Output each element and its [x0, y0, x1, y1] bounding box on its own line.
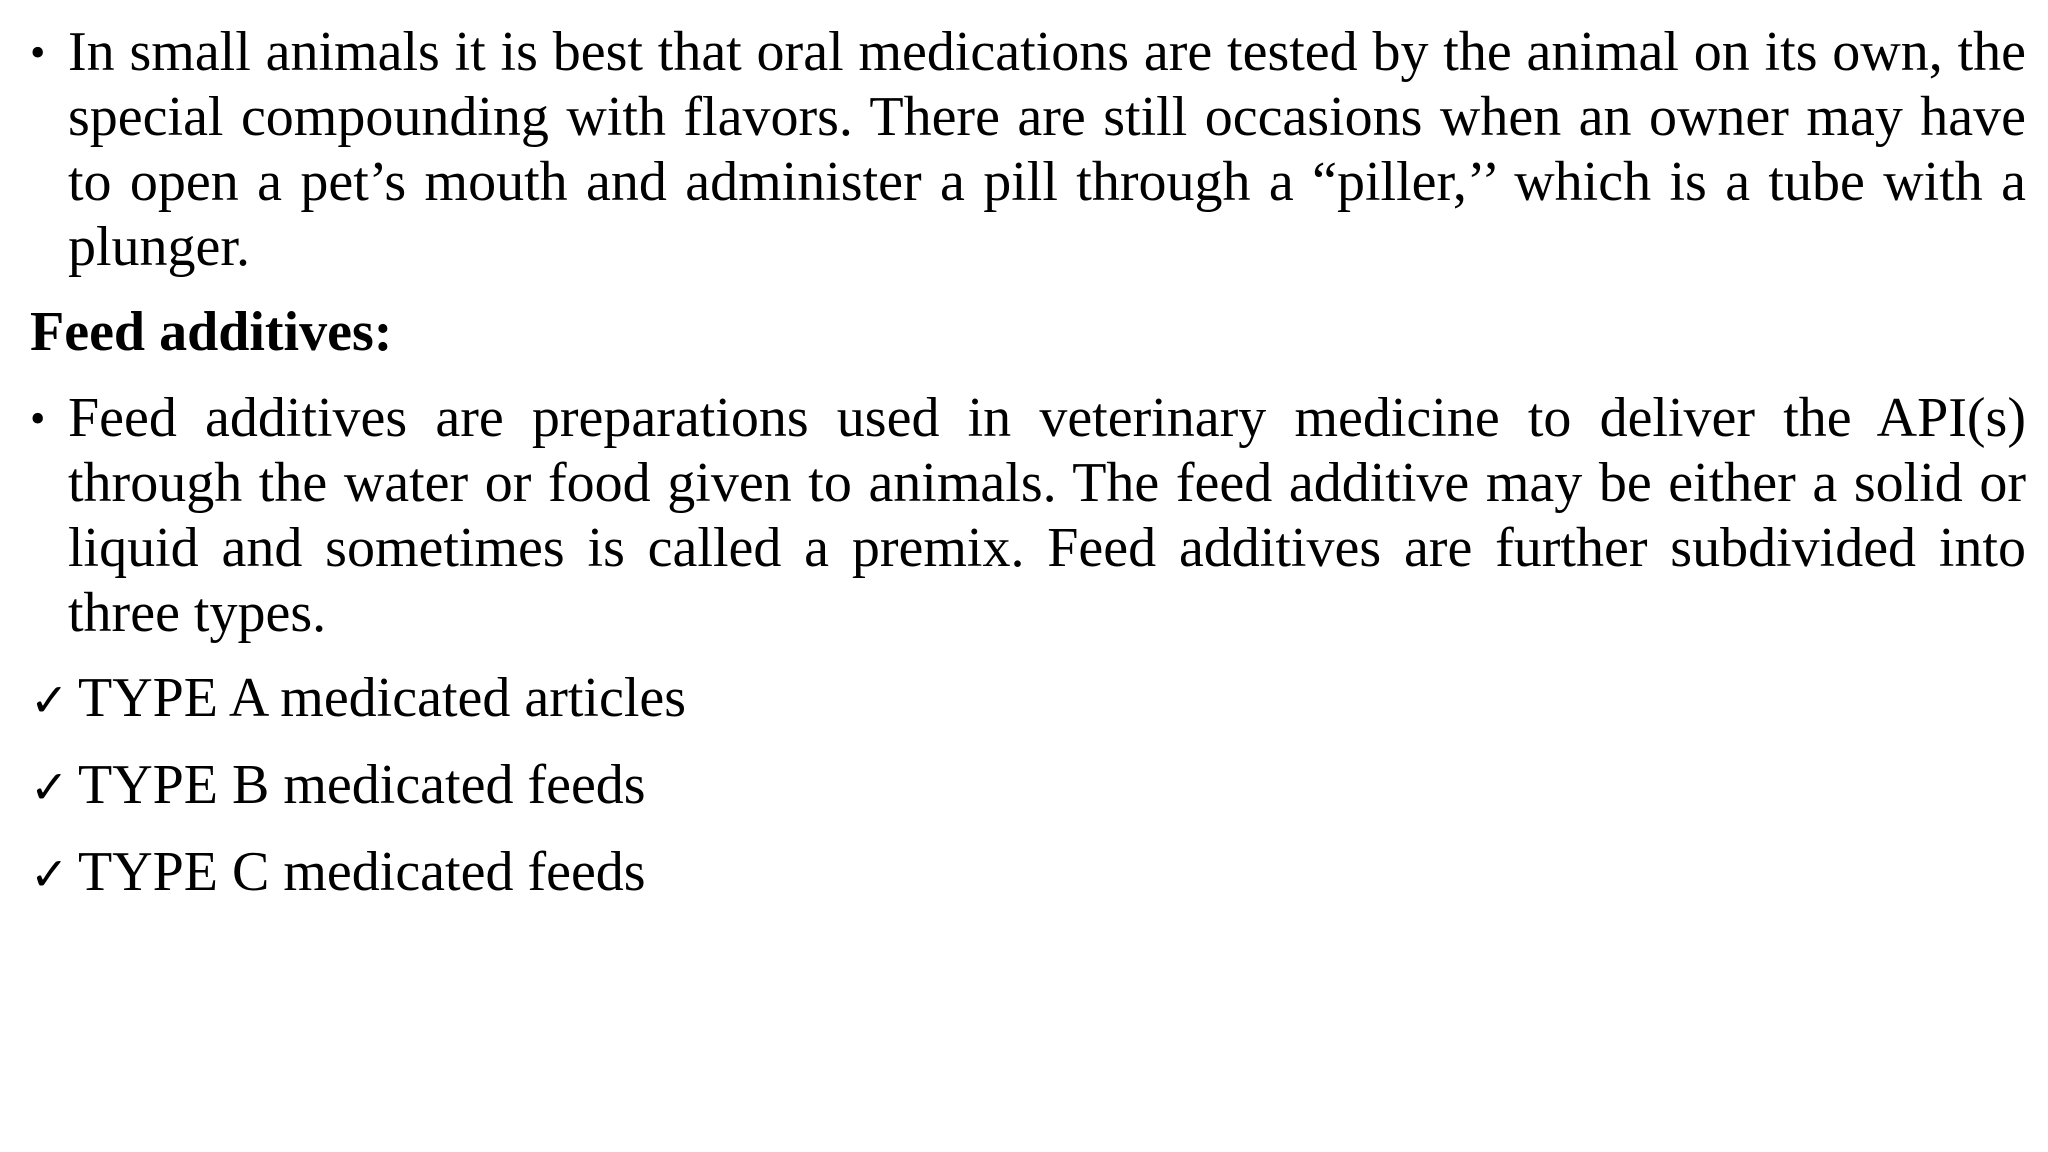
paragraph-text: In small animals it is best that oral medications are tested by the animal on its own, the special compounding with flavors. There are still occasions when an owner may have to open a pet’s mouth and administer a pill through a “piller,’’ which is a tube with a plunger. [68, 21, 2026, 278]
checklist-item-type-b [30, 751, 646, 821]
checklist-item-type-a [30, 664, 686, 734]
paragraph-text: Feed additives are preparations used in veterinary medicine to deliver the API(s) through the water or food given to animals. The feed additive may be either a solid or liquid and sometimes is called a premix. Feed additives are further subdivided into three types. [68, 387, 2026, 644]
checkmark-icon: ✓ [30, 673, 69, 727]
checkmark-icon: ✓ [30, 760, 69, 814]
checkmark-icon: ✓ [30, 847, 69, 901]
checklist-item-type-c [30, 838, 646, 908]
bullet-paragraph-feed-additives [30, 386, 2026, 646]
checklist-item-text: TYPE B medicated feeds [78, 754, 646, 816]
bullet-icon: • [30, 394, 46, 443]
section-heading: Feed additives: [30, 301, 393, 363]
bullet-icon: • [30, 28, 46, 77]
checklist-item-text: TYPE C medicated feeds [78, 841, 646, 903]
bullet-paragraph-oral-medications [30, 20, 2026, 280]
checklist-item-text: TYPE A medicated articles [78, 667, 687, 729]
